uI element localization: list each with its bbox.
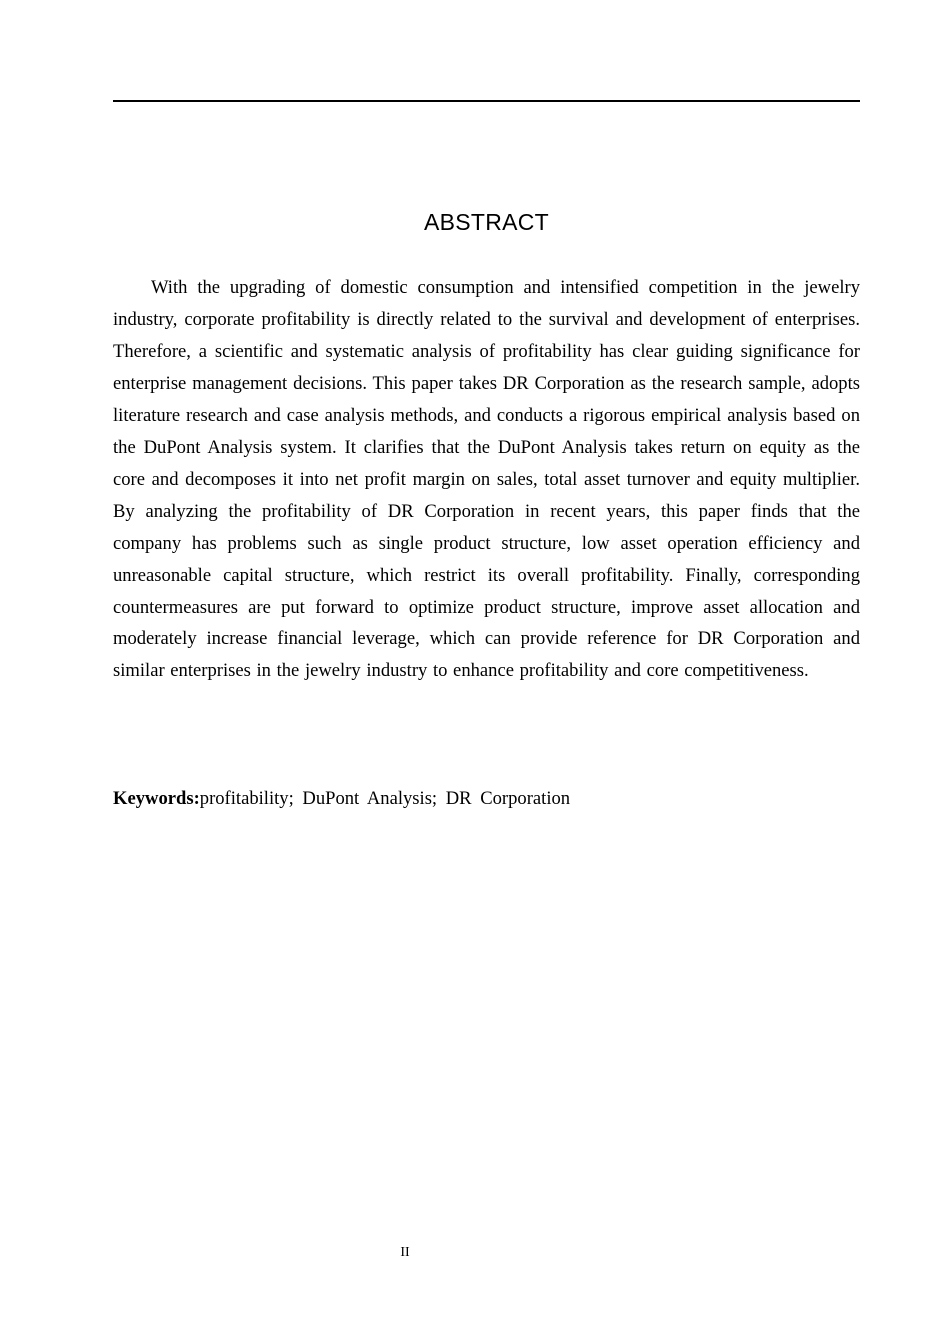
keywords-label: Keywords:	[113, 788, 200, 809]
header-rule	[113, 100, 860, 102]
abstract-title: ABSTRACT	[423, 209, 550, 235]
abstract-body: With the upgrading of domestic consumption and intensified competition in the jewelry industry, corporate profitability is directly related to the survival and development of enterprises. Therefore, a scientific and systematic analysis of profitability has clear guiding significance for enterprise management decisions. This paper takes DR Corporation as the research sample, adopts literature research and case analysis methods, and conducts a rigorous empirical analysis based on the DuPont Analysis system. It clarifies that the DuPont Analysis takes return on equity as the core and decomposes it into net profit margin on sales, total asset turnover and equity multiplier. By analyzing the profitability of DR Corporation in recent years, this paper finds that the company has problems such as single product structure, low asset operation efficiency and unreasonable capital structure, which restrict its overall profitability. Finally, corresponding countermeasures are put forward to optimize product structure, improve asset allocation and moderately increase financial leverage, which can provide reference for DR Corporation and similar enterprises in the jewelry industry to enhance profitability and core competitiveness.	[113, 277, 860, 682]
keywords-list: profitability; DuPont Analysis; DR Corporation	[199, 788, 571, 809]
keywords-line	[113, 783, 860, 815]
page-number: II	[400, 1245, 410, 1260]
